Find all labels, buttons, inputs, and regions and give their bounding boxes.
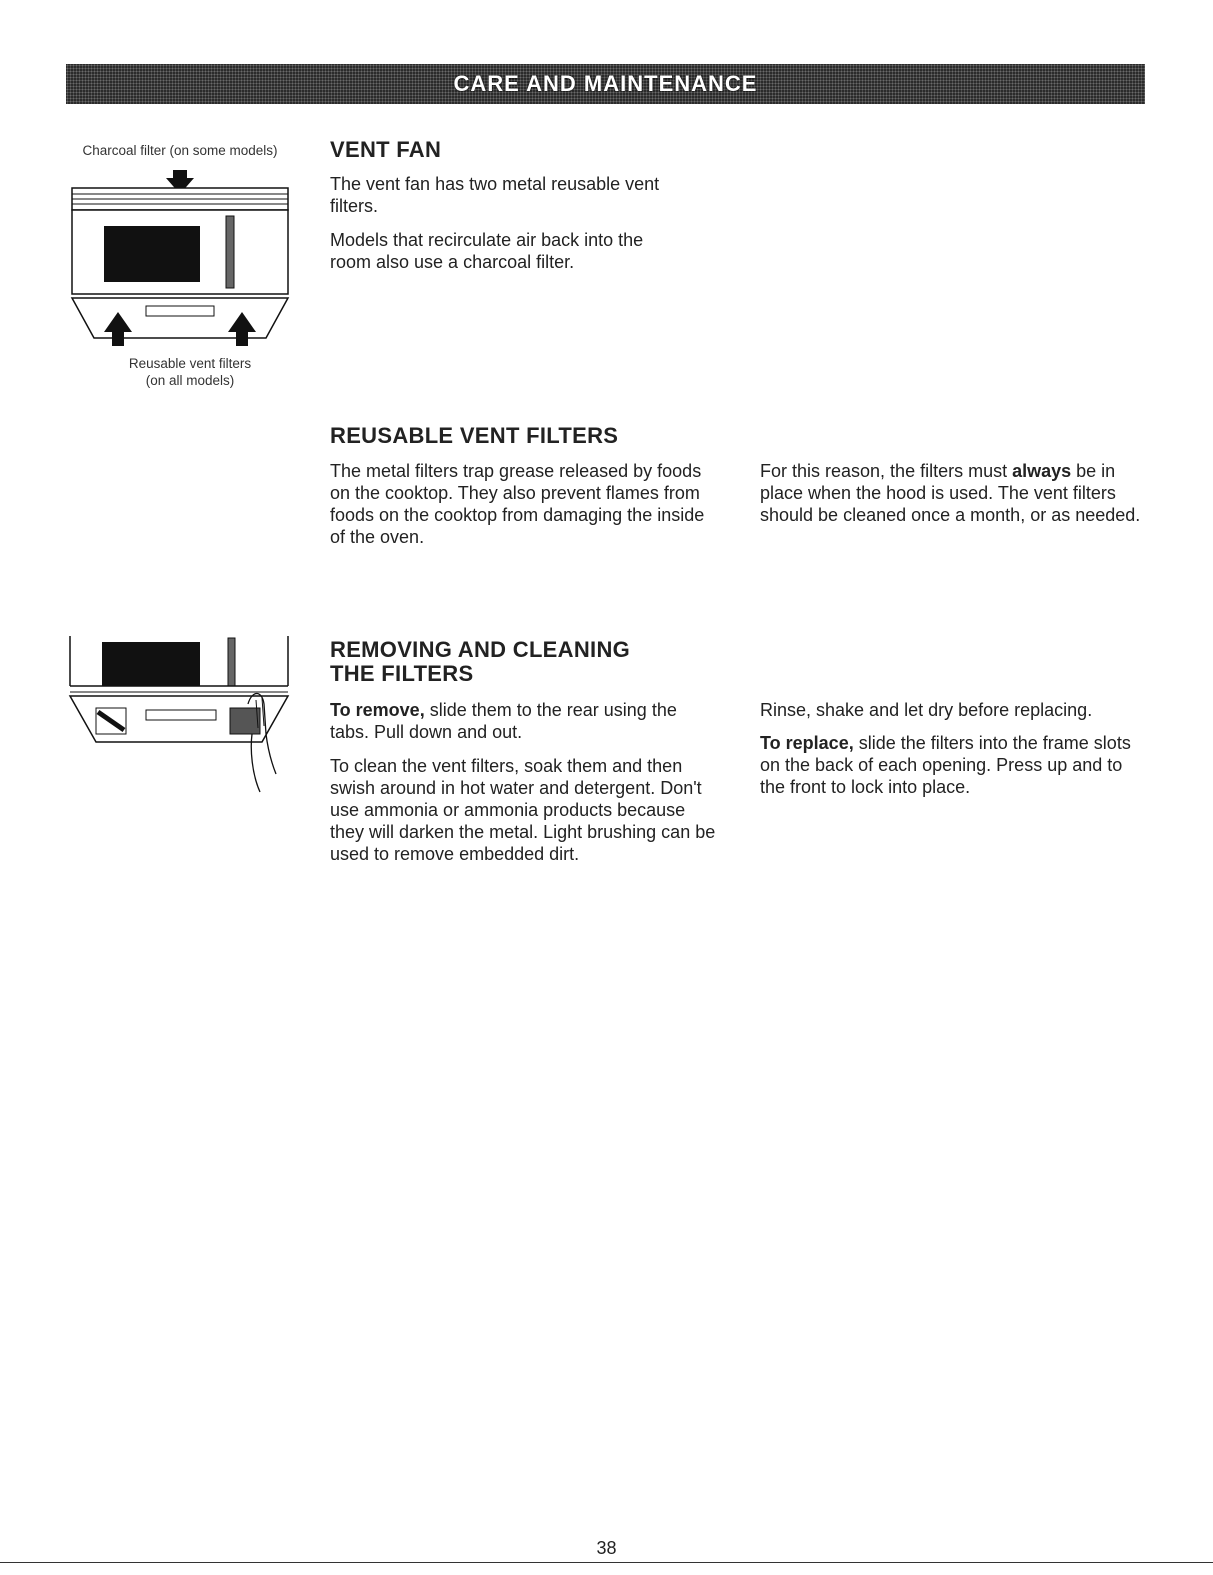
page-title: CARE AND MAINTENANCE: [453, 71, 758, 96]
charcoal-filter-caption: Charcoal filter (on some models): [82, 143, 278, 158]
filter-removal-illustration: [66, 634, 296, 804]
microwave-filters-illustration: [60, 168, 300, 358]
bottom-rule: [0, 1562, 1213, 1563]
rinse-instructions: Rinse, shake and let dry before replacing.: [760, 700, 1093, 720]
reusable-filters-heading: REUSABLE VENT FILTERS: [330, 423, 619, 448]
removing-heading: REMOVING AND CLEANING THE FILTERS: [330, 637, 631, 686]
replace-instructions: To replace, slide the filters into the frame slots on the back of each opening. Press up and to the front to lock into place.: [760, 733, 1131, 797]
reusable-filters-left-text: The metal filters trap grease released by foods on the cooktop. They also prevent flames from foods on the cooktop from damaging the inside of the oven.: [330, 461, 705, 547]
section-banner: [66, 64, 1145, 104]
vent-fan-paragraph-2: Models that recirculate air back into the room also use a charcoal filter.: [330, 230, 644, 272]
reusable-filters-right-text: For this reason, the filters must always be in place when the hood is used. The vent filters should be cleaned once a month, or as needed.: [760, 461, 1141, 525]
reusable-filters-caption: Reusable vent filters (on all models): [128, 356, 252, 388]
vent-fan-heading: VENT FAN: [330, 137, 442, 162]
vent-fan-paragraph-1: The vent fan has two metal reusable vent filters.: [330, 174, 660, 216]
remove-instructions: To remove, slide them to the rear using the tabs. Pull down and out.: [330, 700, 677, 742]
page-number: 38: [596, 1538, 617, 1558]
clean-instructions: To clean the vent filters, soak them and then swish around in hot water and detergent. Don't use ammonia or ammonia products because they will darken the metal. Light brushing can be used to remove embedded dirt.: [330, 756, 716, 864]
